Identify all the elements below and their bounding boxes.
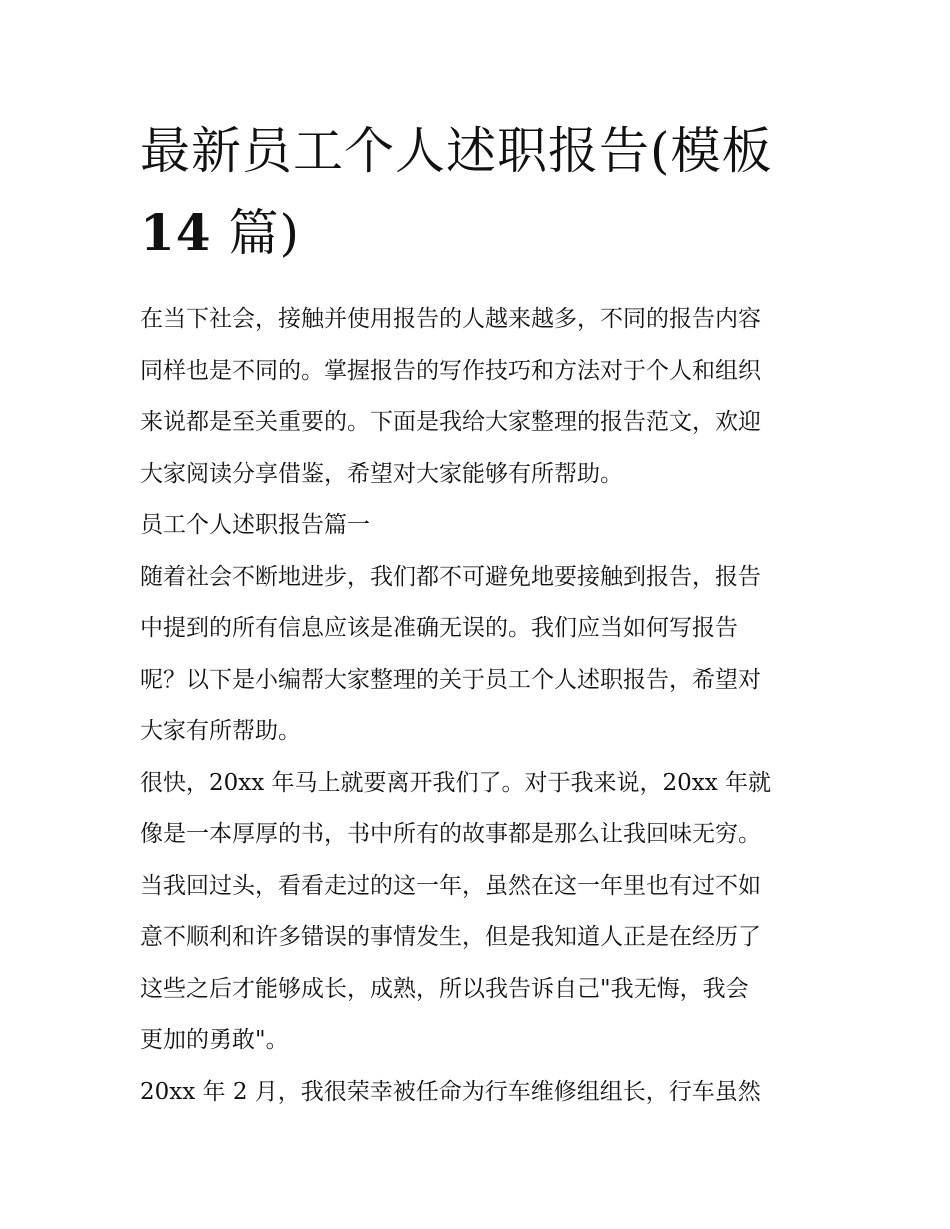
paragraph-3 xyxy=(140,1067,820,1119)
paragraph-line: 呢？以下是小编帮大家整理的关于员工个人述职报告，希望对 xyxy=(140,666,761,693)
paragraph-line: 意不顺利和许多错误的事情发生，但是我知道人正是在经历了 xyxy=(140,924,761,950)
intro-line: 来说都是至关重要的。下面是我给大家整理的报告范文，欢迎 xyxy=(140,409,761,435)
paragraph-line: 这些之后才能够成长，成熟，所以我告诉自己"我无悔，我会 xyxy=(140,975,749,1002)
paragraph-line: 中提到的所有信息应该是准确无误的。我们应当如何写报告 xyxy=(140,615,738,641)
paragraph-line: 20xx 年 2 月，我很荣幸被任命为行车维修组组长，行车虽然 xyxy=(140,1078,761,1105)
paragraph-line: 更加的勇敢"。 xyxy=(140,1027,289,1053)
document-page xyxy=(140,110,820,1118)
paragraph-line: 很快，20xx 年马上就要离开我们了。对于我来说，20xx 年就 xyxy=(140,769,772,796)
paragraph-line: 大家有所帮助。 xyxy=(140,718,301,744)
intro-line: 在当下社会，接触并使用报告的人越来越多，不同的报告内容 xyxy=(140,306,761,332)
intro-paragraph xyxy=(140,294,820,500)
document-title xyxy=(140,110,820,274)
intro-line: 大家阅读分享借鉴，希望对大家能够有所帮助。 xyxy=(140,460,623,487)
paragraph-line: 像是一本厚厚的书，书中所有的故事都是那么让我回味无穷。 xyxy=(140,821,761,847)
paragraph-1 xyxy=(140,552,820,758)
title-line-1: 最新员工个人述职报告(模板 xyxy=(140,122,773,180)
paragraph-2 xyxy=(140,758,820,1067)
section-heading: 员工个人述职报告篇一 xyxy=(140,512,370,538)
intro-line: 同样也是不同的。掌握报告的写作技巧和方法对于个人和组织 xyxy=(140,357,761,384)
title-number: 14 xyxy=(140,203,212,262)
paragraph-line: 当我回过头，看看走过的这一年，虽然在这一年里也有过不如 xyxy=(140,872,761,899)
title-line-2-rest: 篇) xyxy=(211,204,300,262)
paragraph-line: 随着社会不断地进步，我们都不可避免地要接触到报告，报告 xyxy=(140,563,761,590)
